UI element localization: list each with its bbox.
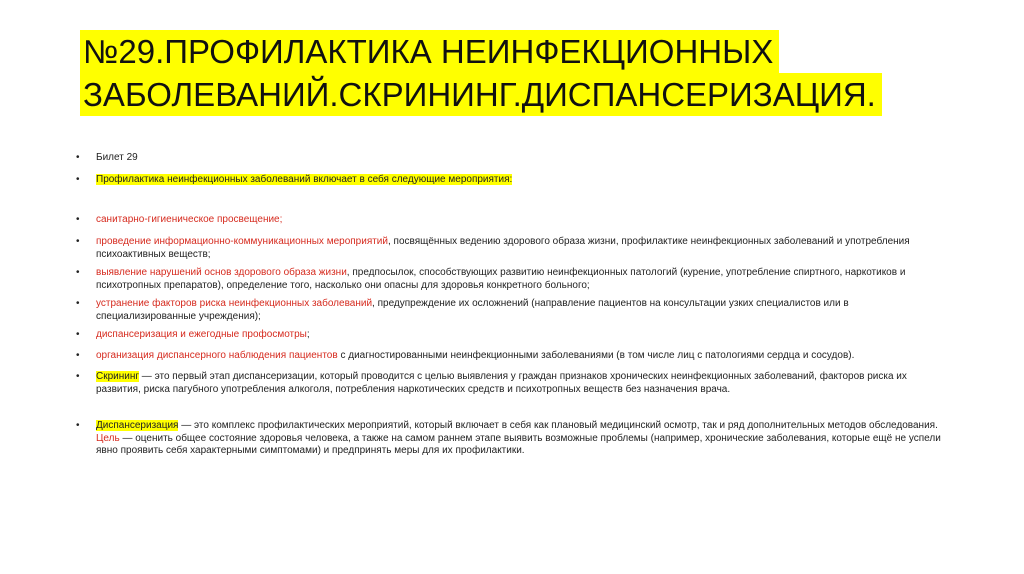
list-item-dispensary — [76, 420, 946, 458]
dispensary-term: Диспансеризация — [96, 420, 179, 431]
bullet-icon: • — [76, 329, 80, 340]
measure-2-highlight: проведение информационно-коммуникационных мероприятий — [96, 236, 388, 247]
bullet-icon: • — [76, 371, 80, 382]
measure-2-text: , посвящённых ведению здорового образа жизни, профилактике неинфекционных заболеваний и употребления психоактивных веществ; — [96, 236, 910, 260]
bullet-icon: • — [76, 350, 80, 361]
bullet-icon: • — [76, 236, 80, 247]
dispensary-text-2: — оценить общее состояние здоровья человека, а также на самом раннем этапе выявить возможные проблемы (например, хронические заболевания, которые ещё не успели явно проявить себя характерными симптомами) и предпринять меры для их профилактики. — [96, 432, 941, 456]
bullet-icon: • — [76, 152, 80, 163]
screening-term: Скрининг — [96, 371, 140, 382]
slide-title — [80, 30, 960, 116]
measure-6-highlight: организация диспансерного наблюдения пациентов — [96, 350, 338, 361]
list-item-screening — [76, 371, 946, 396]
list-item-measure-6 — [76, 350, 854, 363]
bullet-icon: • — [76, 267, 80, 278]
dispensary-goal: Цель — [96, 432, 120, 444]
measure-3-highlight: выявление нарушений основ здорового образа жизни — [96, 267, 347, 278]
measure-1-text: санитарно-гигиеническое просвещение; — [96, 214, 283, 225]
measure-5-text: ; — [306, 329, 310, 340]
bullet-icon: • — [76, 420, 80, 431]
screening-text: — это первый этап диспансеризации, который проводится с целью выявления у граждан признаков хронических неинфекционных заболеваний, факторов риска их развития, риска пагубного употребления алкоголя, потребления наркотических средств и психотропных веществ без назначения врача. — [96, 371, 907, 395]
list-item-measure-3 — [76, 267, 946, 292]
bullet-icon: • — [76, 298, 80, 309]
intro-text: Профилактика неинфекционных заболеваний включает в себя следующие мероприятия: — [96, 174, 513, 185]
list-item-measure-4 — [76, 298, 946, 323]
list-item-ticket — [76, 152, 138, 165]
title-line-1: №29.ПРОФИЛАКТИКА НЕИНФЕКЦИОННЫХ — [80, 30, 779, 73]
measure-5-highlight: диспансеризация и ежегодные профосмотры — [96, 329, 307, 340]
measure-4-highlight: устранение факторов риска неинфекционных заболеваний — [96, 298, 373, 309]
dispensary-text-1: — это комплекс профилактических мероприятий, который включает в себя как плановый медицинский осмотр, так и ряд дополнительных методов обследования. — [178, 420, 938, 431]
title-line-2: ЗАБОЛЕВАНИЙ.СКРИНИНГ.ДИСПАНСЕРИЗАЦИЯ. — [80, 73, 882, 116]
measure-3-text: , предпосылок, способствующих развитию неинфекционных патологий (курение, употребление спиртного, наркотиков и психотропных препаратов), определение того, насколько они опасны для здоровья конкретного больного; — [96, 267, 906, 291]
measure-6-text: с диагностированными неинфекционными заболеваниями (в том числе лиц с патологиями сердца и сосудов). — [337, 350, 855, 361]
list-item-measure-5 — [76, 329, 310, 342]
ticket-text: Билет 29 — [96, 152, 138, 163]
bullet-icon: • — [76, 174, 80, 185]
measure-4-text: , предупреждение их осложнений (направление пациентов на консультации узких специалистов или в специализированные учреждения); — [96, 298, 849, 322]
bullet-icon: • — [76, 214, 80, 225]
list-item-measure-1 — [76, 214, 282, 227]
list-item-measure-2 — [76, 236, 946, 261]
list-item-intro — [76, 174, 512, 187]
